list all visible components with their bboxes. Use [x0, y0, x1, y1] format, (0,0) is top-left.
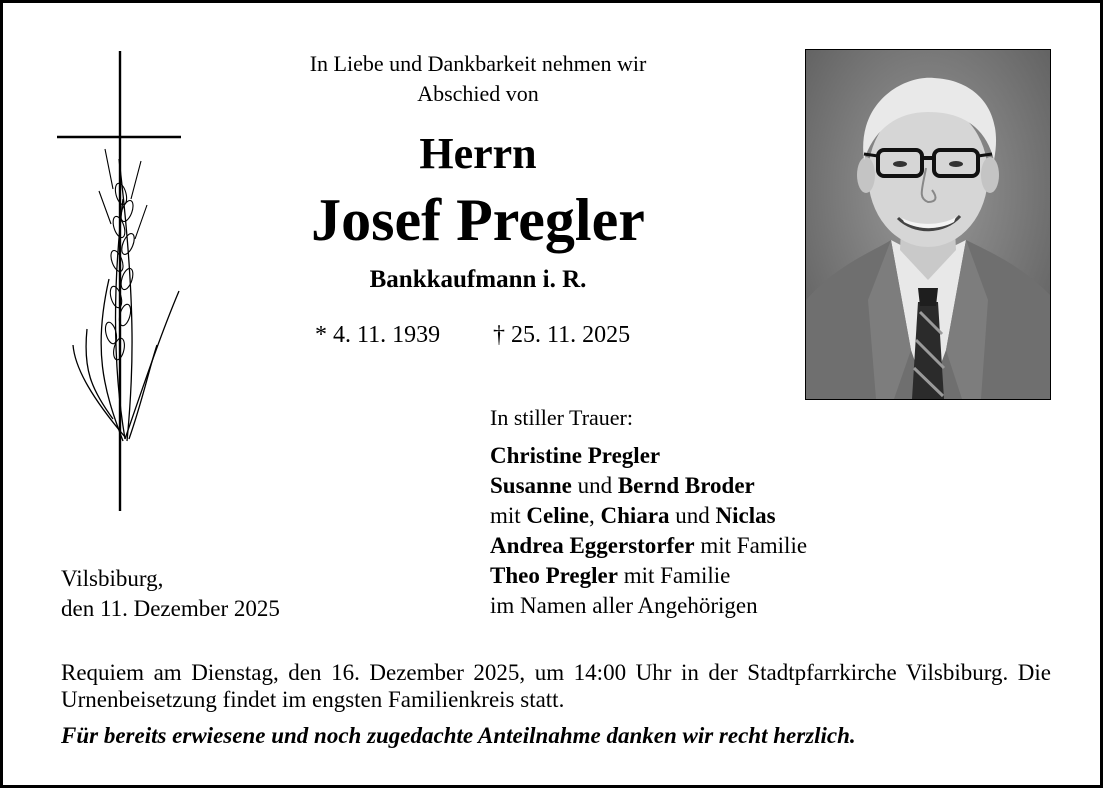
- mourner-text: Susanne: [490, 473, 572, 498]
- date: den 11. Dezember 2025: [61, 596, 280, 621]
- requiem-text: Requiem am Dienstag, den 16. Dezember 2025, um 14:00 Uhr in der Stadtpfarrkirche Vilsbiburg. Die Urnenbeisetzung findet im engsten Familienkreis statt.: [61, 660, 1051, 712]
- mourner-text: ,: [589, 503, 601, 528]
- portrait-illustration: [806, 50, 1050, 399]
- mourner-text: und: [669, 503, 716, 528]
- mourner-text: Theo Pregler: [490, 563, 618, 588]
- mourner-row: [490, 441, 807, 471]
- deceased-name: Josef Pregler: [311, 187, 645, 253]
- portrait-photo: [805, 49, 1051, 400]
- intro-line-2: Abschied von: [417, 81, 539, 106]
- mourner-text: Bernd Broder: [617, 473, 755, 498]
- mourner-text: Christine Pregler: [490, 443, 661, 468]
- salutation: Herrn: [419, 129, 537, 178]
- mourner-text: Niclas: [715, 503, 776, 528]
- mourner-row: [490, 591, 807, 621]
- thanks-text: Für bereits erwiesene und noch zugedachte Anteilnahme danken wir recht herzlich.: [61, 723, 856, 748]
- mourner-row: [490, 501, 807, 531]
- mourner-text: Celine: [526, 503, 590, 528]
- mourner-row: [490, 531, 807, 561]
- mourner-text: Andrea Eggerstorfer: [490, 533, 695, 558]
- death-date: † 25. 11. 2025: [493, 322, 631, 348]
- intro-line-1: In Liebe und Dankbarkeit nehmen wir: [309, 51, 647, 76]
- mourner-text: und: [571, 473, 618, 498]
- place: Vilsbiburg,: [61, 566, 164, 591]
- birth-date: * 4. 11. 1939: [315, 322, 441, 348]
- mourners-heading: In stiller Trauer:: [490, 405, 633, 430]
- mourner-text: im Namen aller Angehörigen: [490, 593, 758, 618]
- profession: Bankkaufmann i. R.: [369, 266, 587, 293]
- mourner-row: [490, 471, 807, 501]
- mourner-text: Chiara: [600, 503, 670, 528]
- mourner-text: mit Familie: [617, 563, 731, 588]
- place-and-date: [61, 564, 280, 624]
- intro-text: [193, 49, 763, 109]
- mourner-text: mit Familie: [694, 533, 808, 558]
- mourner-row: [490, 561, 807, 591]
- mourners-list: [490, 441, 807, 621]
- cross-with-wheat-icon: [53, 49, 193, 519]
- mourner-text: mit: [490, 503, 527, 528]
